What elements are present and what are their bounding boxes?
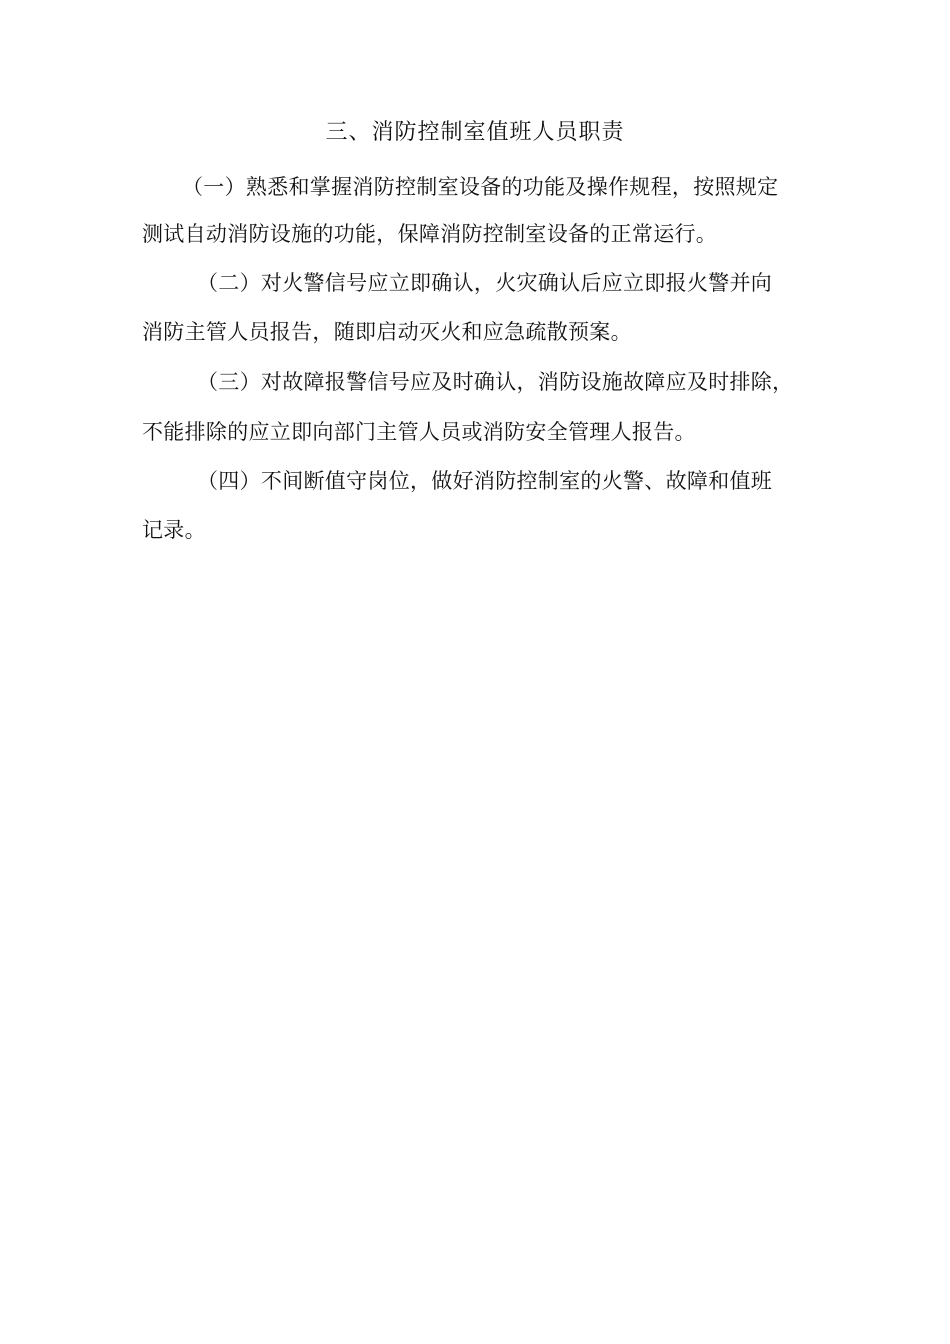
- paragraph-line: 记录。: [142, 518, 206, 542]
- paragraph-line: 消防主管人员报告，随即启动灭火和应急疏散预案。: [142, 320, 632, 344]
- paragraph-line: 测试自动消防设施的功能，保障消防控制室设备的正常运行。: [142, 222, 718, 246]
- section-title: 三、消防控制室值班人员职责: [325, 120, 625, 145]
- paragraph-line: （三）对故障报警信号应及时确认，消防设施故障应及时排除，: [197, 370, 794, 394]
- paragraph-line: （一）熟悉和掌握消防控制室设备的功能及操作规程，按照规定: [182, 175, 779, 199]
- paragraph-line: （二）对火警信号应立即确认，火灾确认后应立即报火警并向: [197, 271, 773, 295]
- paragraph-line: （四）不间断值守岗位，做好消防控制室的火警、故障和值班: [197, 469, 773, 493]
- paragraph-line: 不能排除的应立即向部门主管人员或消防安全管理人报告。: [142, 420, 696, 444]
